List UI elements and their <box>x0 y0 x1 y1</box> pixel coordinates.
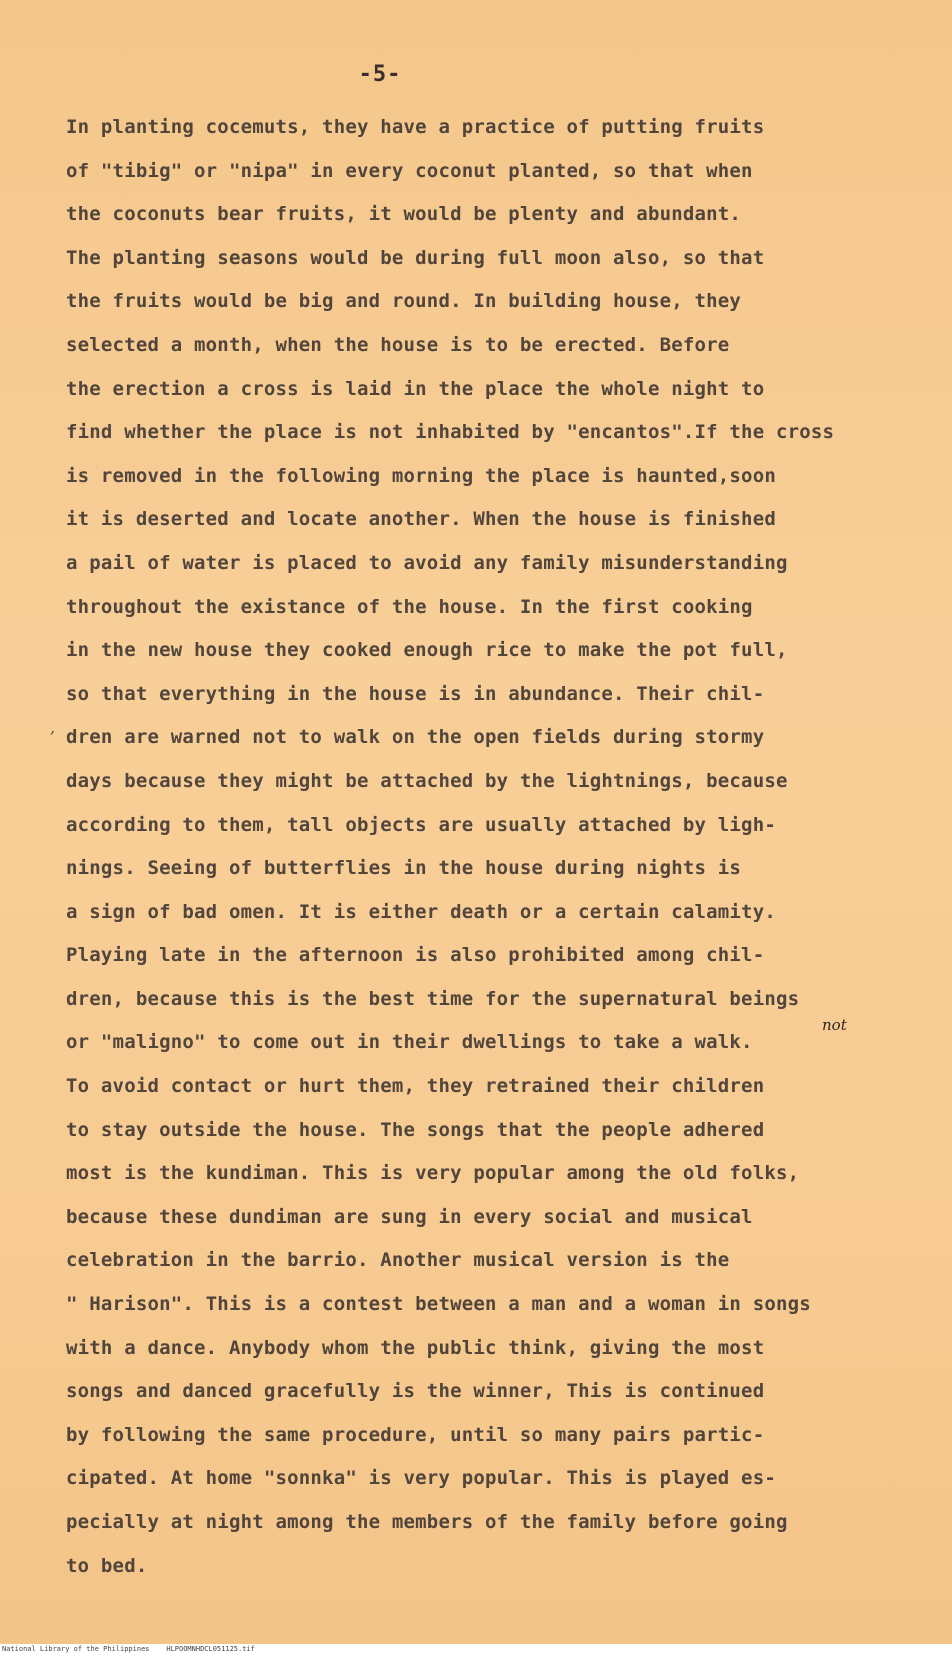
text-line: a pail of water is placed to avoid any family misunderstanding <box>66 551 788 574</box>
text-line: cipated. At home "sonnka" is very popular. This is played es- <box>66 1467 776 1490</box>
footer-credit: National Library of the Philippines HLPOOMNHDCL051125.tif <box>2 1645 255 1653</box>
scan-footer <box>0 1644 952 1658</box>
text-line: to bed. <box>66 1554 148 1577</box>
text-line: of "tibig" or "nipa" in every coconut planted, so that when <box>66 159 753 182</box>
text-line: the coconuts bear fruits, it would be plenty and abundant. <box>66 203 742 226</box>
text-line: find whether the place is not inhabited by "encantos".If the cross <box>66 421 835 444</box>
page-number: -5- <box>358 62 402 87</box>
typed-text-body <box>66 106 916 1588</box>
text-line: pecially at night among the members of the family before going <box>66 1511 788 1533</box>
text-line: " Harison". This is a contest between a man and a woman in songs <box>66 1293 811 1316</box>
text-line: the erection a cross is laid in the place the whole night to <box>66 377 765 400</box>
handwritten-insertion: not <box>822 1016 847 1034</box>
text-line: it is deserted and locate another. When the house is finished <box>66 508 776 531</box>
text-line: Playing late in the afternoon is also prohibited among chil- <box>66 944 765 967</box>
text-line: by following the same procedure, until so many pairs partic- <box>66 1423 765 1446</box>
text-line: The planting seasons would be during full moon also, so that <box>66 246 765 269</box>
text-line: because these dundiman are sung in every social and musical <box>66 1205 753 1228</box>
text-line: the fruits would be big and round. In building house, they <box>66 290 742 313</box>
text-line: nings. Seeing of butterflies in the house during nights is <box>66 857 742 880</box>
text-line: so that everything in the house is in abundance. Their chil- <box>66 682 765 705</box>
text-line: days because they might be attached by the lightnings, because <box>66 769 788 792</box>
text-line: most is the kundiman. This is very popular among the old folks, <box>66 1162 800 1185</box>
text-line: dren, because this is the best time for the supernatural beings <box>66 987 800 1010</box>
text-line: is removed in the following morning the place is haunted,soon <box>66 464 776 487</box>
text-line: selected a month, when the house is to be erected. Before <box>66 333 730 356</box>
text-line: according to them, tall objects are usually attached by ligh- <box>66 813 776 836</box>
text-line: a sign of bad omen. It is either death or a certain calamity. <box>66 900 776 923</box>
text-line: or "maligno" to come out in their dwellings to take a walk. <box>66 1031 753 1054</box>
text-line: In planting cocemuts, they have a practice of putting fruits <box>66 116 765 138</box>
text-line: throughout the existance of the house. In the first cooking <box>66 595 753 618</box>
text-line: celebration in the barrio. Another musical version is the <box>66 1249 730 1272</box>
text-line: to stay outside the house. The songs that the people adhered <box>66 1118 765 1141</box>
text-line: dren are warned not to walk on the open fields during stormy <box>66 726 765 749</box>
margin-mark: , <box>50 718 56 737</box>
text-line: in the new house they cooked enough rice to make the pot full, <box>66 639 788 662</box>
text-line: To avoid contact or hurt them, they retrained their children <box>66 1075 765 1098</box>
text-line: with a dance. Anybody whom the public think, giving the most <box>66 1336 765 1359</box>
text-line: songs and danced gracefully is the winner, This is continued <box>66 1380 765 1403</box>
